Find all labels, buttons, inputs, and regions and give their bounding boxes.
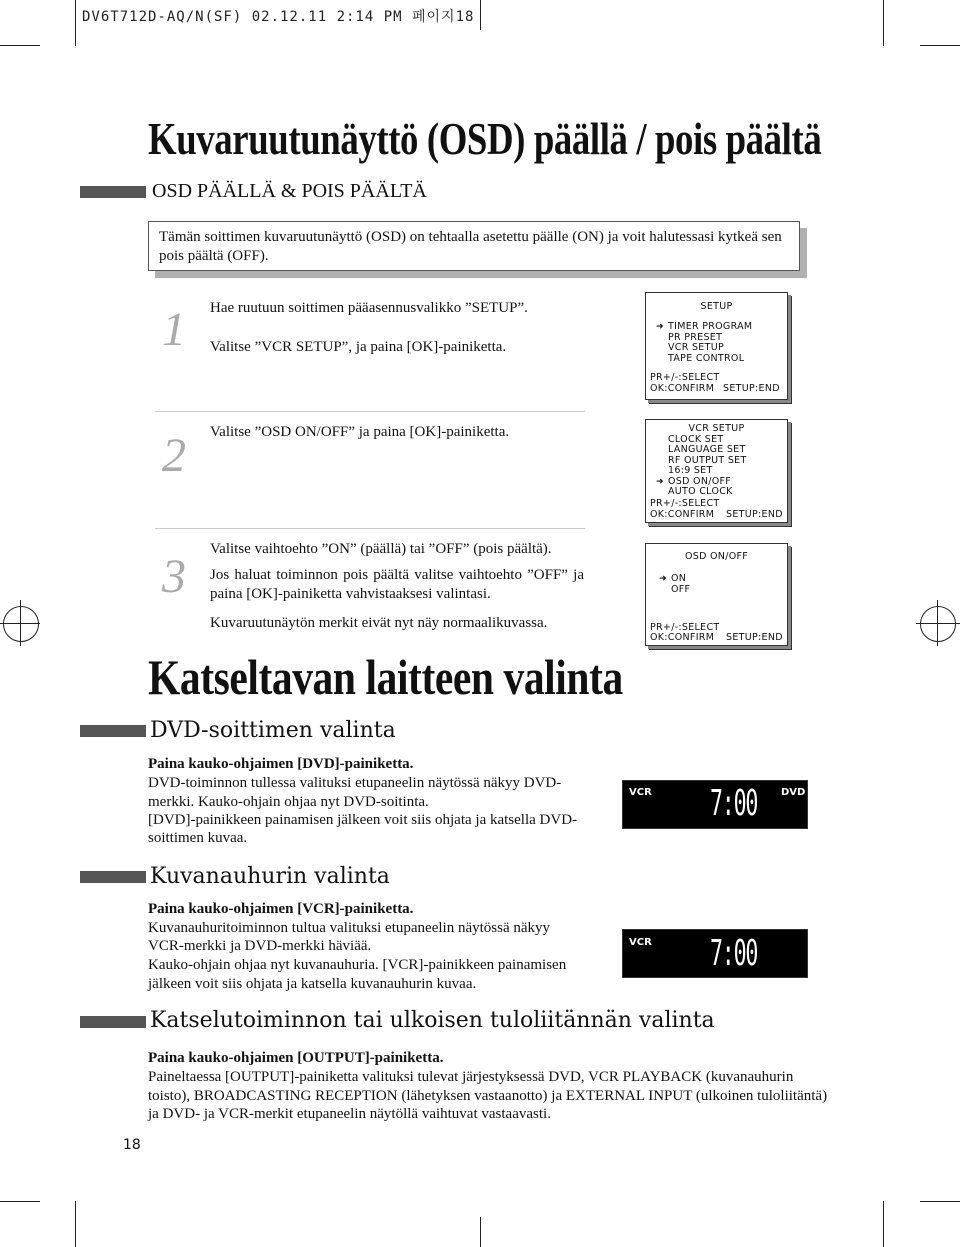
dvd-heading: DVD-soittimen valinta (150, 718, 396, 743)
section-bar (80, 186, 146, 198)
step-3-line-3: Kuvaruutunäytön merkit eivät nyt näy normaalikuvassa. (210, 615, 548, 631)
osd-item: RF OUTPUT SET (668, 455, 747, 466)
section-bar (80, 725, 146, 737)
osd-item: PR PRESET (668, 332, 723, 343)
dvd-line: soittimen kuvaa. (148, 830, 248, 846)
osd-footer-select: PR+/-:SELECT (650, 372, 720, 383)
dvd-line: DVD-toiminnon tullessa valituksi etupaneelin näytössä näkyy DVD- (148, 775, 562, 791)
crop-mark (20, 600, 21, 646)
osd-item: 16:9 SET (668, 465, 713, 476)
step-3-line-1: Valitse vaihtoehto ”ON” (päällä) tai ”OFF” (pois päältä). (210, 541, 552, 557)
osd-item: TIMER PROGRAM (668, 321, 753, 332)
section-title: Katseltavan laitteen valinta (148, 649, 623, 705)
arrow-right-icon: ➜ (656, 322, 664, 332)
osd-item: VCR SETUP (668, 342, 724, 353)
vcr-heading: Kuvanauhurin valinta (150, 864, 390, 889)
osd-vcr-setup-menu (645, 419, 788, 523)
osd-item: TAPE CONTROL (668, 353, 745, 364)
page-title: Kuvaruutunäyttö (OSD) päällä / pois päältä (148, 113, 822, 164)
step-divider (155, 411, 585, 412)
output-line: toisto), BROADCASTING RECEPTION (lähetyksen vastaanotto) ja EXTERNAL INPUT (ulkoinen tuloliitäntä) (148, 1088, 828, 1104)
intro-box (148, 221, 800, 271)
crop-mark (480, 0, 481, 30)
vcr-indicator: VCR (629, 937, 652, 948)
crop-mark (0, 1201, 40, 1202)
crop-mark (75, 1201, 76, 1247)
vcr-line: jälkeen voit siis ohjata ja katsella kuvanauhurin kuvaa. (148, 976, 477, 992)
dvd-line: [DVD]-painikkeen painamisen jälkeen voit siis ohjata ja katsella DVD- (148, 812, 578, 828)
output-instruction: Paina kauko-ohjaimen [OUTPUT]-painiketta. (148, 1050, 444, 1066)
vcr-line: VCR-merkki ja DVD-merkki häviää. (148, 938, 372, 954)
osd-item: AUTO CLOCK (668, 486, 733, 497)
front-panel-display (622, 780, 808, 829)
dvd-line: merkki. Kauko-ohjain ohjaa nyt DVD-soitinta. (148, 794, 429, 810)
step-1-line-2: Valitse ”VCR SETUP”, ja paina [OK]-painiketta. (210, 339, 507, 355)
osd-setup-menu (645, 292, 788, 400)
crop-mark (883, 1201, 884, 1247)
registration-mark-icon (3, 606, 39, 642)
crop-mark (883, 0, 884, 46)
print-header: DV6T712D-AQ/N(SF) 02.12.11 2:14 PM 페이지18 (82, 9, 475, 25)
section-bar (80, 871, 146, 883)
vcr-instruction: Paina kauko-ohjaimen [VCR]-painiketta. (148, 901, 414, 917)
osd-footer-end: SETUP:END (723, 383, 780, 394)
crop-mark (920, 45, 960, 46)
registration-mark-icon (920, 606, 956, 642)
osd-on-off-menu (645, 543, 788, 646)
osd-title: OSD ON/OFF (684, 551, 749, 562)
crop-mark (916, 623, 960, 624)
crop-mark (75, 0, 76, 46)
osd-title: VCR SETUP (688, 423, 745, 434)
crop-mark (480, 1217, 481, 1247)
osd-item: OSD ON/OFF (668, 476, 732, 487)
vcr-line: Kuvanauhuritoiminnon tultua valituksi etupaneelin näytössä näkyy (148, 920, 551, 936)
dvd-indicator: DVD (781, 787, 806, 798)
section-subtitle: OSD PÄÄLLÄ & POIS PÄÄLTÄ (152, 180, 427, 202)
step-2-line-1: Valitse ”OSD ON/OFF” ja paina [OK]-painiketta. (210, 424, 510, 440)
osd-footer-end: SETUP:END (726, 632, 783, 643)
section-bar (80, 1016, 146, 1028)
osd-item: ON (671, 573, 687, 584)
osd-footer-end: SETUP:END (726, 509, 783, 520)
osd-footer-select: PR+/-:SELECT (650, 622, 720, 633)
clock-display: 7:00 (710, 783, 758, 824)
osd-item: LANGUAGE SET (668, 444, 746, 455)
page-number: 18 (123, 1137, 141, 1153)
osd-footer-confirm: OK:CONFIRM (650, 509, 715, 520)
osd-title: SETUP (700, 301, 733, 312)
dvd-instruction: Paina kauko-ohjaimen [DVD]-painiketta. (148, 756, 414, 772)
vcr-line: Kauko-ohjain ohjaa nyt kuvanauhuria. [VCR]-painikkeen painamisen (148, 957, 567, 973)
output-line: Paineltaessa [OUTPUT]-painiketta valituksi tulevat järjestyksessä DVD, VCR PLAYBACK (kuvanauhurin (148, 1069, 794, 1085)
osd-item: CLOCK SET (668, 434, 724, 445)
crop-mark (0, 45, 40, 46)
step-number: 3 (162, 550, 186, 603)
output-line: ja DVD- ja VCR-merkit etupaneelin näytöllä vaihtuvat vastaavasti. (148, 1106, 551, 1122)
crop-mark (920, 1201, 960, 1202)
step-3-line-2: Jos haluat toiminnon pois päältä valitse vaihtoehto ”OFF” ja paina [OK]-painiketta vahvistaaksesi valintasi. (210, 567, 584, 602)
output-heading: Katselutoiminnon tai ulkoisen tuloliitännän valinta (150, 1008, 715, 1033)
step-number: 2 (162, 429, 186, 482)
osd-item: OFF (671, 584, 691, 595)
osd-footer-confirm: OK:CONFIRM (650, 383, 715, 394)
step-1-line-1: Hae ruutuun soittimen pääasennusvalikko ”SETUP”. (210, 300, 528, 316)
front-panel-display (622, 929, 808, 978)
step-number: 1 (162, 303, 186, 356)
arrow-right-icon: ➜ (656, 477, 664, 487)
crop-mark (937, 600, 938, 646)
osd-footer-select: PR+/-:SELECT (650, 498, 720, 509)
osd-footer-confirm: OK:CONFIRM (650, 632, 715, 643)
arrow-right-icon: ➜ (659, 574, 667, 584)
intro-text: Tämän soittimen kuvaruutunäyttö (OSD) on tehtaalla asetettu päälle (ON) ja voit halutessasi kytkeä sen pois päältä (OFF). (159, 229, 782, 264)
vcr-indicator: VCR (629, 787, 652, 798)
step-divider (155, 528, 585, 529)
clock-display: 7:00 (710, 933, 758, 974)
